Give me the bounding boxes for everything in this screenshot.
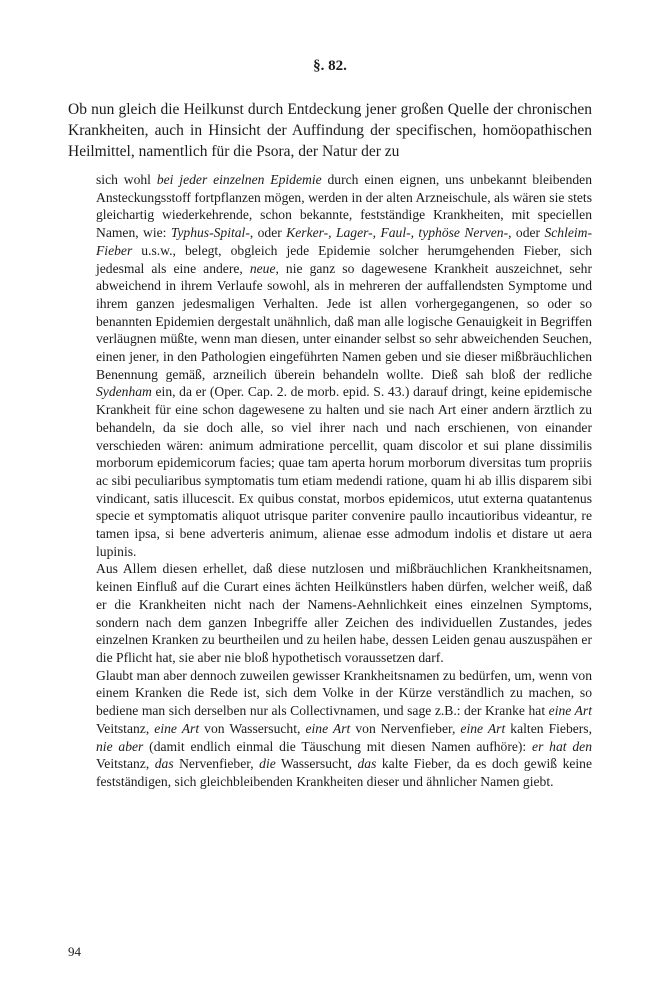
footnote-paragraph-1: sich wohl bei jeder einzelnen Epidemie durch einen eignen, uns unbekannt bleibenden Ansteckungsstoff fortpflanzen mögen, werden in der alten Arzneischule, als wären sie stets gleichartig wiederkehrende, schon bekannte, festständige Krankheiten, mit speciellen Namen, wie: Typhus-Spital-, oder Kerker-, Lager-, Faul-, typhöse Nerven-, oder Schleim-Fieber u.s.w., belegt, obgleich jede Epidemie solcher herumgehenden Fieber, sich jedesmal als eine andere, neue, nie ganz so dagewesene Krankheit auszeichnet, sehr abweichend in ihrem Verlaufe sowohl, als in mehreren der auffallendsten Symptome und ihrem ganzen jedesmaligen Verhalten. Jede ist allen vorhergegangenen, so oder so benannten Epidemien dergestalt unähnlich, daß man alle logische Genauigkeit in Begriffen verläugnen müßte, wenn man diesen, unter einander selbst so sehr abweichenden Seuchen, einen jener, in den Pathologien eingeführten Namen geben und sie dieser mißbräuchlichen Benennung gemäß, arzneilich überein behandeln wollte. Dieß sah bloß der redliche Sydenham ein, da er (Oper. Cap. 2. de morb. epid. S. 43.) darauf dringt, keine epidemische Krankheit für eine schon dagewesene zu halten und sie nach Art einer andern ärztlich zu behandeln, da sie doch alle, so viel ihrer nach und nach erschienen, von einander verschieden wären: animum admiratione percellit, quam discolor et sui plane dissimilis morborum epidemicorum facies; quae tam aperta horum morborum diversitas tum propriis ac sibi peculiaribus symptomatis tum etiam medendi ratione, quam hi ab illis disparem sibi vindicant, satis illucescit. Ex quibus constat, morbos epidemicos, utut externa quatantenus specie et symptomatis aliquot utrisque pariter convenire paullo incautioribus videantur, re tamen ipsa, si bene adverteris animum, alienae esse admodum indolis et distare ut aera lupinis. — [96, 172, 593, 559]
footnote-paragraph-2: Aus Allem diesen erhellet, daß diese nutzlosen und mißbräuchlichen Krankheitsnamen, keinen Einfluß auf die Curart eines ächten Heilkünstlers haben dürfen, welcher weiß, daß er die Krankheiten nicht nach der Namens-Aehnlichkeit eines einzelnen Symptoms, sondern nach dem ganzen Inbegriffe aller Zeichen des individuellen Zustandes, jedes einzelnen Kranken zu beurtheilen und zu heilen habe, dessen Leiden genau auszuspähen er die Pflicht hat, sie aber nie bloß hypothetisch voraussetzen darf. — [96, 561, 592, 665]
page-number: 94 — [68, 944, 81, 959]
main-paragraph: Ob nun gleich die Heilkunst durch Entdeckung jener großen Quelle der chronischen Krankheiten, auch in Hinsicht der Auffindung der specifischen, homöopathischen Heilmittel, namentlich für die Psora, der Natur der zu — [68, 101, 592, 160]
footnote-paragraph-3: Glaubt man aber dennoch zuweilen gewisser Krankheitsnamen zu bedürfen, um, wenn von einem Kranken die Rede ist, sich dem Volke in der Kürze verständlich zu machen, so bediene man sich derselben nur als Collectivnamen, und sage z.B.: der Kranke hat eine Art Veitstanz, eine Art von Wassersucht, eine Art von Nervenfieber, eine Art kalten Fiebers, nie aber (damit endlich einmal die Täuschung mit diesen Namen aufhöre): er hat den Veitstanz, das Nervenfieber, die Wassersucht, das kalte Fieber, da es doch gewiß keine festständigen, sich gleichbleibenden Krankheiten dieser und ähnlicher Namen giebt. — [96, 667, 593, 789]
footnote-block — [96, 171, 592, 791]
section-heading: §. 82. — [313, 58, 347, 74]
